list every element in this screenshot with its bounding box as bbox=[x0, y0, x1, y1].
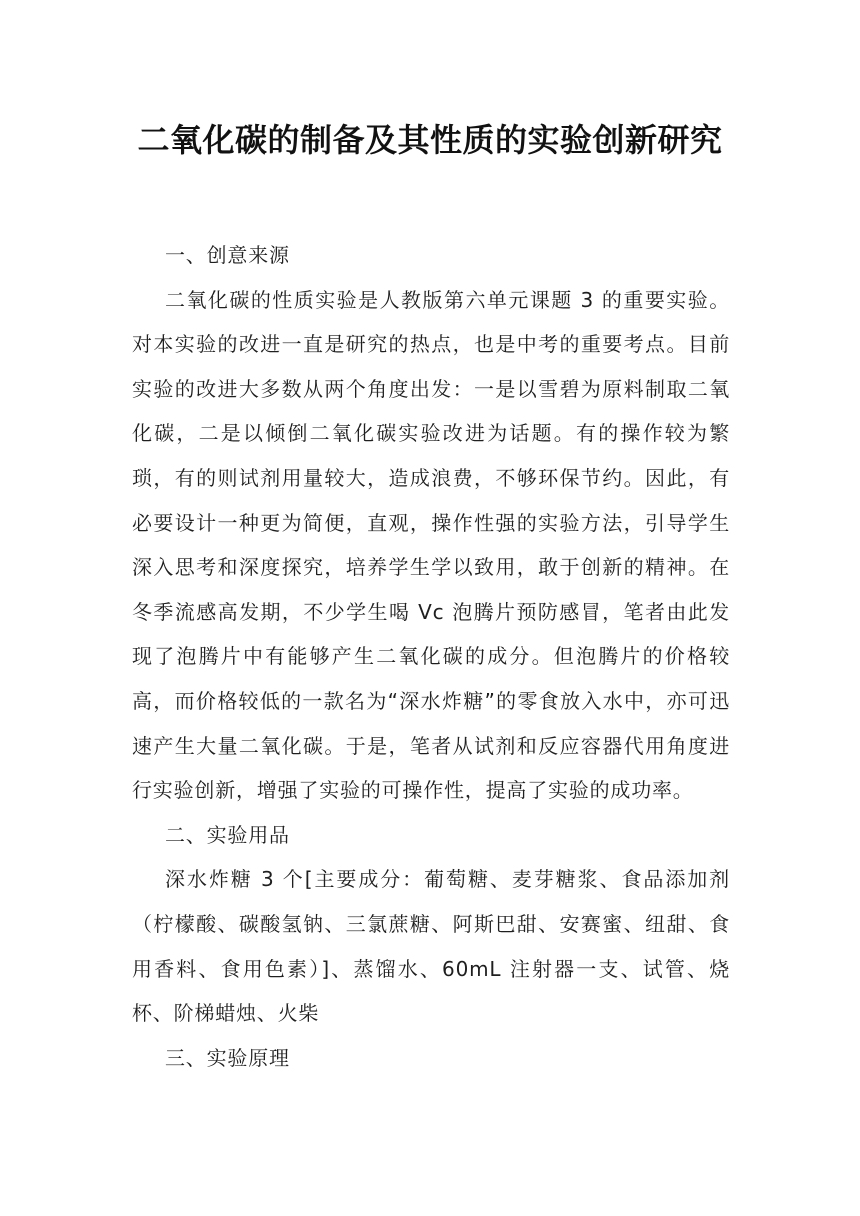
section-heading-materials: 二、实验用品 bbox=[165, 822, 290, 847]
section-paragraph-materials: 深水炸糖 3 个[主要成分：葡萄糖、麦芽糖浆、食品添加剂（柠檬酸、碳酸氢钠、三氯蔗糖、阿斯巴甜、安赛蜜、纽甜、食用香料、食用色素）]、蒸馏水、60mL 注射器一支、试管、烧杯、阶梯蜡烛、火柴 bbox=[132, 867, 730, 1026]
section-heading-principle: 三、实验原理 bbox=[165, 1045, 290, 1070]
document-body bbox=[132, 233, 730, 1080]
section-paragraph-origin: 二氧化碳的性质实验是人教版第六单元课题 3 的重要实验。对本实验的改进一直是研究的热点，也是中考的重要考点。目前实验的改进大多数从两个角度出发：一是以雪碧为原料制取二氧化碳，二是以倾倒二氧化碳实验改进为话题。有的操作较为繁琐，有的则试剂用量较大，造成浪费，不够环保节约。因此，有必要设计一种更为简便，直观，操作性强的实验方法，引导学生深入思考和深度探究，培养学生学以致用，敢于创新的精神。在冬季流感高发期，不少学生喝 Vc 泡腾片预防感冒，笔者由此发现了泡腾片中有能够产生二氧化碳的成分。但泡腾片的价格较高，而价格较低的一款名为“深水炸糖”的零食放入水中，亦可迅速产生大量二氧化碳。于是，笔者从试剂和反应容器代用角度进行实验创新，增强了实验的可操作性，提高了实验的成功率。 bbox=[132, 287, 730, 803]
document-title: 二氧化碳的制备及其性质的实验创新研究 bbox=[137, 121, 723, 159]
section-heading-origin: 一、创意来源 bbox=[165, 243, 290, 267]
